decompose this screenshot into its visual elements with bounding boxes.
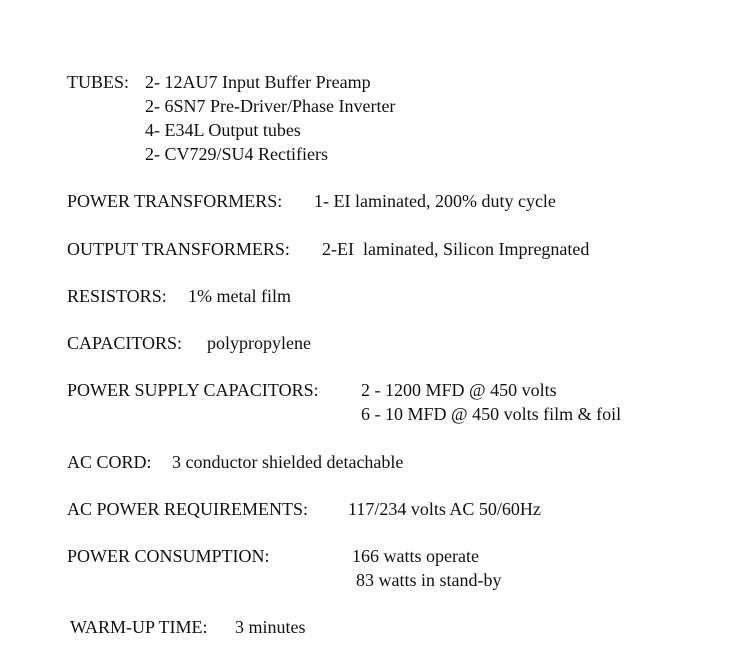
ac-cord-label: AC CORD: [67,452,152,472]
output-transformers-value: 2-EI laminated, Silicon Impregnated [322,239,590,259]
tubes-value-3: 4- E34L Output tubes [145,120,301,140]
tubes-label: TUBES: [67,72,130,92]
power-consumption-value-2: 83 watts in stand-by [356,570,502,590]
power-transformers-label: POWER TRANSFORMERS: [67,191,283,211]
resistors-value: 1% metal film [188,286,291,306]
power-supply-capacitors-value-2: 6 - 10 MFD @ 450 volts film & foil [361,404,622,424]
capacitors-value: polypropylene [207,333,311,353]
ac-cord-value: 3 conductor shielded detachable [172,452,404,472]
tubes-value-2: 2- 6SN7 Pre-Driver/Phase Inverter [145,96,396,116]
power-supply-capacitors-value-1: 2 - 1200 MFD @ 450 volts [361,380,557,400]
warm-up-time-value: 3 minutes [235,617,306,637]
capacitors-label: CAPACITORS: [67,333,183,353]
tubes-value-4: 2- CV729/SU4 Rectifiers [145,144,328,164]
power-supply-capacitors-label: POWER SUPPLY CAPACITORS: [67,380,319,400]
power-consumption-value-1: 166 watts operate [352,546,479,566]
ac-power-requirements-value: 117/234 volts AC 50/60Hz [348,499,541,519]
power-consumption-label: POWER CONSUMPTION: [67,546,270,566]
warm-up-time-label: WARM-UP TIME: [70,617,208,637]
ac-power-requirements-label: AC POWER REQUIREMENTS: [67,499,309,519]
power-transformers-value: 1- EI laminated, 200% duty cycle [314,191,556,211]
output-transformers-label: OUTPUT TRANSFORMERS: [67,239,290,259]
tubes-value-1: 2- 12AU7 Input Buffer Preamp [145,72,371,92]
resistors-label: RESISTORS: [67,286,167,306]
